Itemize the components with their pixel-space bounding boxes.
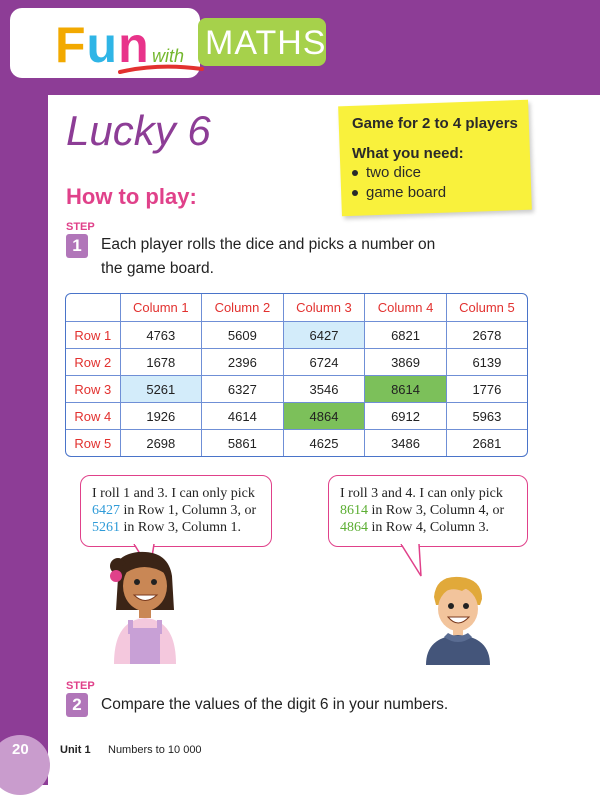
highlight-number: 8614: [340, 503, 368, 518]
table-cell: 3546: [284, 376, 366, 403]
table-cell: 6724: [284, 349, 366, 376]
table-cell: 3486: [365, 430, 447, 456]
row-header: Row 3: [66, 376, 121, 403]
page-number: 20: [12, 741, 29, 758]
step-1-text: Each player rolls the dice and picks a number on the game board.: [101, 236, 436, 277]
table-cell: 5609: [202, 322, 284, 349]
table-cell: 5963: [447, 403, 527, 430]
table-cell: 6821: [365, 322, 447, 349]
highlight-number: 4864: [340, 520, 368, 535]
table-header-row: [66, 294, 527, 322]
step-2-number: 2: [66, 693, 88, 717]
table-cell: 6139: [447, 349, 527, 376]
table-cell: 4625: [284, 430, 366, 456]
boy-illustration: [422, 575, 494, 665]
table-cell-highlight: 4864: [284, 403, 366, 430]
game-board-table: [65, 293, 528, 457]
row-header: Row 5: [66, 430, 121, 456]
bubble-girl-text: I roll 1 and 3. I can only pick 6427 in Row 1, Column 3, or 5261 in Row 3, Column 1.: [92, 486, 257, 535]
table-cell: 2698: [121, 430, 203, 456]
note-item: game board: [352, 183, 446, 203]
column-header: Column 1: [121, 294, 203, 322]
table-cell-highlight: 8614: [365, 376, 447, 403]
highlight-number: 6427: [92, 503, 120, 518]
column-header: Column 4: [365, 294, 447, 322]
note-need-heading: What you need:: [352, 145, 464, 162]
row-header: Row 1: [66, 322, 121, 349]
step-1-label: STEP: [66, 221, 95, 233]
logo-with: with: [152, 46, 185, 66]
table-cell: 5861: [202, 430, 284, 456]
step-1-number: 1: [66, 234, 88, 258]
table-cell: 4614: [202, 403, 284, 430]
column-header: Column 2: [202, 294, 284, 322]
table-cell: 1776: [447, 376, 527, 403]
table-cell: 6327: [202, 376, 284, 403]
logo-maths: MATHS: [205, 24, 327, 62]
table-row: [66, 403, 527, 430]
side-band: [0, 0, 48, 785]
bullet-icon: [352, 190, 358, 196]
how-to-play-heading: How to play:: [66, 184, 197, 209]
page-title: Lucky 6: [66, 107, 211, 154]
table-cell: 1678: [121, 349, 203, 376]
note-players: Game for 2 to 4 players: [352, 115, 518, 132]
step-2-text: Compare the values of the digit 6 in your numbers.: [101, 696, 449, 713]
note-item: two dice: [352, 163, 446, 183]
row-header: Row 4: [66, 403, 121, 430]
unit-label: Unit 1: [60, 744, 91, 756]
table-cell: 2396: [202, 349, 284, 376]
table-cell-highlight: 5261: [121, 376, 203, 403]
row-header: Row 2: [66, 349, 121, 376]
logo-letter-f: F: [55, 17, 87, 73]
table-cell: 1926: [121, 403, 203, 430]
bullet-icon: [352, 170, 358, 176]
logo-letter-n: n: [118, 17, 150, 73]
table-row: [66, 376, 527, 403]
girl-illustration: [100, 548, 190, 664]
unit-title: Numbers to 10 000: [108, 744, 202, 756]
table-cell: 6912: [365, 403, 447, 430]
logo-letter-u: u: [86, 17, 119, 73]
column-header: Column 3: [284, 294, 366, 322]
highlight-number: 5261: [92, 520, 120, 535]
table-row: [66, 430, 527, 456]
bubble-boy-text: I roll 3 and 4. I can only pick 8614 in Row 3, Column 4, or 4864 in Row 4, Column 3.: [340, 486, 505, 535]
table-cell: 2678: [447, 322, 527, 349]
table-cell: 4763: [121, 322, 203, 349]
table-row: [66, 322, 527, 349]
table-cell-highlight: 6427: [284, 322, 366, 349]
table-row: [66, 349, 527, 376]
corner-cell: [66, 294, 121, 322]
table-cell: 3869: [365, 349, 447, 376]
step-2-label: STEP: [66, 680, 95, 692]
column-header: Column 5: [447, 294, 527, 322]
note-list: [352, 163, 446, 203]
table-cell: 2681: [472, 435, 502, 451]
